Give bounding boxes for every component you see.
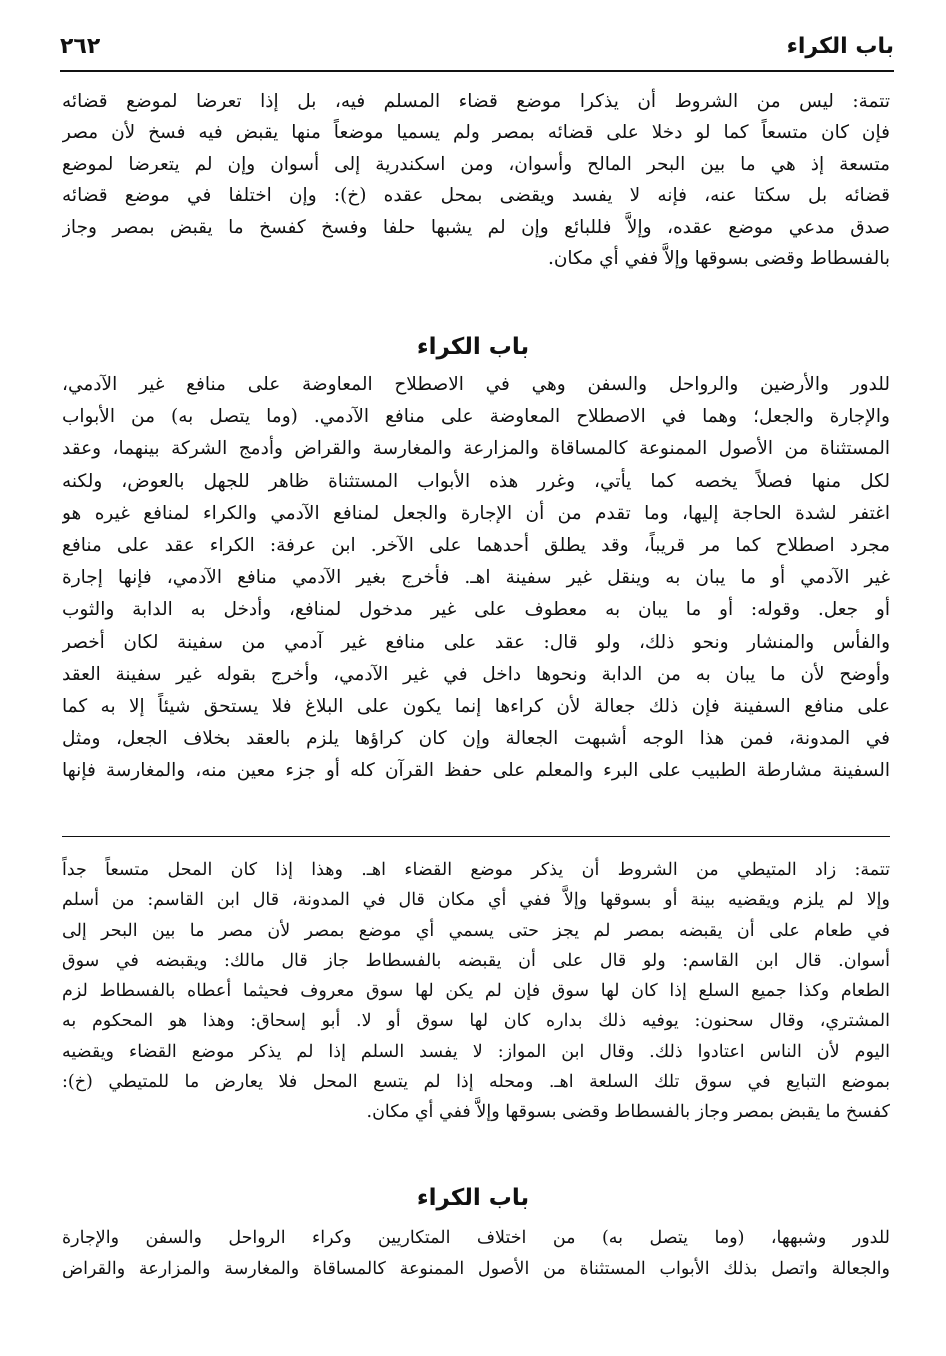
text-line: والإجارة والجعل؛ وهما في الاصطلاح المعاوضة على منافع الآدمي. (وما يتصل به) من الأبواب (62, 406, 890, 428)
page-number: ٢٦٢ (60, 34, 101, 59)
text-line: متسعة إذ هي ما بين البحر المالح وأسوان، ومن اسكندرية إلى أسوان وإن لم يتعرضا لموضع (62, 153, 890, 175)
text-line: تتمة: زاد المتيطي من الشروط أن يذكر موضع القضاء اهـ. وهذا إذا كان المحل متسعاً جداً (62, 860, 890, 880)
text-line: السفينة مشارطة الطبيب على البرء والمعلم على حفظ القرآن كله أو جزء معين منه، والمغارسة فإنها (62, 760, 890, 782)
text-line: أو جعل. وقوله: أو ما يبان به معطوف على غير مدخول لمنافع، وأدخل به الدابة والثوب (62, 599, 890, 621)
text-line: اليوم لأن الناس اعتادوا ذلك. وقال ابن المواز: لا يفسد السلم إذا لم يذكر موضع القضاء ويقضيه (62, 1041, 890, 1062)
text-line: اغتفر لشدة الحاجة إليها، وما تقدم من أن الإجارة والجعل لمنافع الآدمي والكراء لمنافع غيره هو (62, 502, 890, 524)
text-line: فإن كان متسعاً كما لو دخلا على قضائه بمصر ولم يسميا موضعاً منها يقبض فيه فسخ لأن مصر (62, 122, 890, 144)
text-line: كفسخ ما يقبض بمصر وجاز بالفسطاط وقضى بسوقها وإلاَّ ففي أي مكان. (366, 1102, 890, 1123)
footnote-commentary (62, 1223, 890, 1284)
text-line: وأوضح لأن ما يبان به من الدابة ونحوها داخل في غير الآدمي، وأخرج بقوله غير سفينة العقد (62, 663, 890, 685)
footnote-completion (62, 855, 890, 1128)
text-line: للدور وشبهها، (وما يتصل به) من اختلاف المتكاريين وكراء الرواحل والسفن والإجارة (62, 1228, 890, 1248)
text-line: في طعام على أن يقبضه بمصر لم يجز حتى يسمي أي موضع بمصر لأن مصر ما بين البحر إلى (62, 920, 890, 941)
text-line: لكل منها فصلاً يخصه كما يأتي، وغرر هذه الأبواب المستثناة ظاهر للجهل بالعوض، ولكنه (62, 470, 890, 492)
text-line: المشتري، وقال سحنون: يوفيه ذلك بداره كان لها سوق أو لا. أبو إسحاق: وهذا هو المحكوم به (62, 1011, 890, 1032)
text-line: والجعالة واتصل بذلك الأبواب المستثناة من الأصول الممنوعة كالمساقاة والمغارسة والمزارعة والقراض (62, 1258, 890, 1279)
text-line: قضائه بل سكتا عنه، فإنه لا يفسد ويقضى بمحل عقده (خ): وإن اختلفا في موضع قضائه (62, 185, 890, 207)
text-line: صدق مدعي موضع عقده، وإلاَّ فللبائع وإن لم يشبها حلفا وفسخ كفسخ ما يقبض بمصر وجاز (62, 216, 890, 238)
text-line: بالفسطاط وقضى بسوقها وإلاَّ ففي أي مكان. (547, 247, 890, 269)
page-header (60, 30, 894, 72)
text-line: تتمة: ليس من الشروط أن يذكرا موضع قضاء المسلم فيه، بل إذا تعرضا لموضع قضائه (62, 91, 890, 112)
text-line: على منافع السفينة فإن ذلك جعالة لأن كراءها إنما يكون على البلاغ فلا يستحق شيئاً إلا به كما (62, 695, 890, 717)
main-text (62, 369, 890, 787)
text-line: بموضع التبايع في سوق تلك السلعة اهـ. ومحله إذا لم يتسع المحل فلا يعارض ما للمتيطي (خ): (62, 1072, 890, 1093)
section-heading: باب الكراء (416, 334, 530, 360)
text-line: في المدونة، فمن هذا الوجه أشبهت الجعالة وإن كان كراؤها يلزم بالعقد بخلاف الجعل، ومثل (62, 728, 890, 750)
running-title: باب الكراء (786, 34, 894, 59)
text-line: والفأس والمنشار ونحو ذلك، ولو قال: عقد على منافع غير آدمي من سفينة لكان أخصر (62, 631, 890, 653)
text-line: الطعام وكذا جميع السلع إذا كان لها سوق فإن لم يكن لها سوق معروف فحيثما أعطاه بالفسطاط لزم (62, 981, 890, 1002)
text-line: للدور والأرضين والرواحل والسفن وهي في الاصطلاح المعاوضة على منافع غير الآدمي، (62, 374, 890, 395)
text-line: غير الآدمي أو ما يبان به وينقل غير سفينة اهـ. فأخرج بغير الآدمي منافع الآدمي، فإنها إجارة (62, 567, 890, 589)
footnote-section-heading: باب الكراء (416, 1185, 530, 1211)
text-line: وإلا لم يلزم ويقضيه بينة أو بسوقها وإلاَّ ففي أي مكان قال في المدونة، قال ابن القاسم: من أسلم (62, 890, 890, 911)
footnote-divider (62, 836, 890, 837)
text-line: مجرد اصطلاح كما مر قريباً، وقد يطلق أحدهما على الآخر. ابن عرفة: الكراء عقد على منافع (62, 534, 890, 556)
completion-paragraph (62, 86, 890, 274)
text-line: المستثناة من الأصول الممنوعة كالمساقاة والمزارعة والمغارسة والقراض وأدمج الشركة بينهما، وعقد (62, 438, 890, 460)
text-line: أسوان. قال ابن القاسم: ولو قال على أن يقبضه بالفسطاط جاز قال مالك: ويقبضه في سوق (62, 950, 890, 971)
